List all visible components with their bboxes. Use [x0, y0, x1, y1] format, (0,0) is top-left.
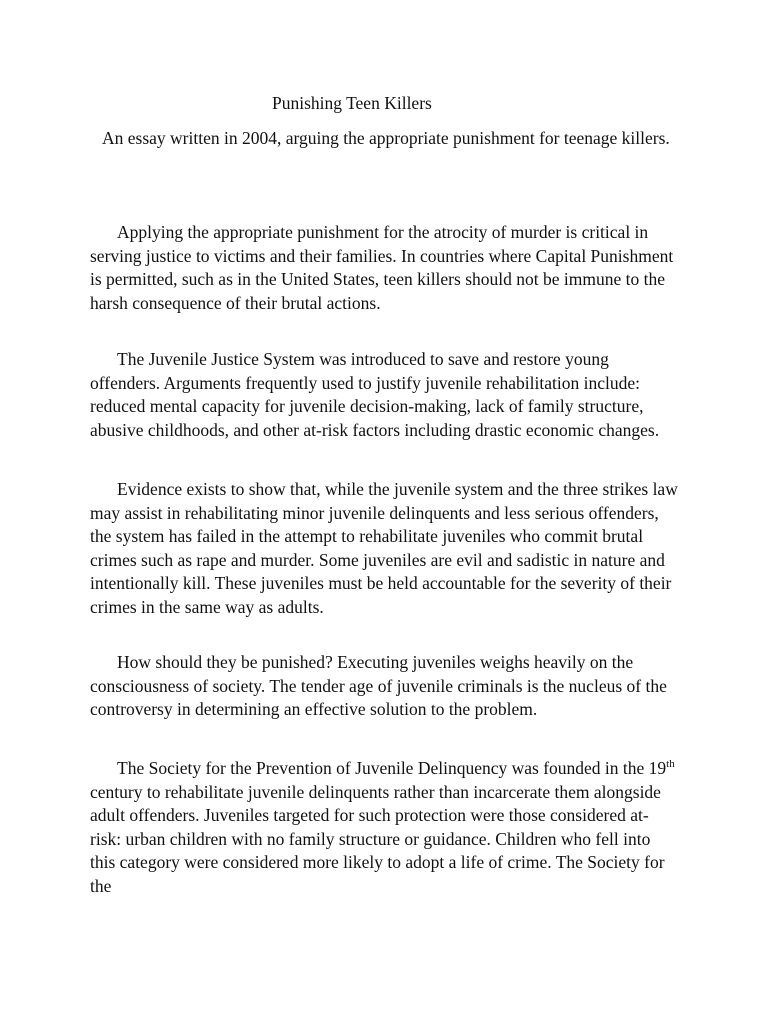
paragraph-2: The Juvenile Justice System was introduced to save and restore young offenders. Arguments frequently used to justify juvenile rehabilitation include: reduced mental capacity for juvenile decision-making, lack of family structure, abusive childhoods, and other at-risk factors including drastic economic changes. [90, 349, 660, 440]
paragraph-5-text-start: The Society for the Prevention of Juvenile Delinquency was founded in the 19 [117, 758, 667, 778]
paragraph-3: Evidence exists to show that, while the juvenile system and the three strikes law may assist in rehabilitating minor juvenile delinquents and less serious offenders, the system has failed in the attempt to rehabilitate juveniles who commit brutal crimes such as rape and murder. Some juveniles are evil and sadistic in nature and intentionally kill. These juveniles must be held accountable for the severity of their crimes in the same way as adults. [90, 479, 678, 617]
ordinal-superscript: th [666, 758, 675, 771]
paragraph-1: Applying the appropriate punishment for the atrocity of murder is critical in serving justice to victims and their families. In countries where Capital Punishment is permitted, such as in the United States, teen killers should not be immune to the harsh consequence of their brutal actions. [90, 222, 674, 313]
paragraph-4: How should they be punished? Executing juveniles weighs heavily on the consciousness of society. The tender age of juvenile criminals is the nucleus of the controversy in determining an effective solution to the problem. [90, 652, 667, 719]
document-title: Punishing Teen Killers [272, 93, 432, 113]
paragraph-5 [90, 757, 678, 898]
essay-intro: An essay written in 2004, arguing the appropriate punishment for teenage killers. [102, 128, 670, 148]
paragraph-5-text-end: century to rehabilitate juvenile delinquents rather than incarcerate them alongside adult offenders. Juveniles targeted for such protection were those considered at-risk: urban children with no family structure or guidance. Children who fell into this category were considered more likely to adopt a life of crime. The Society for the [90, 781, 665, 896]
